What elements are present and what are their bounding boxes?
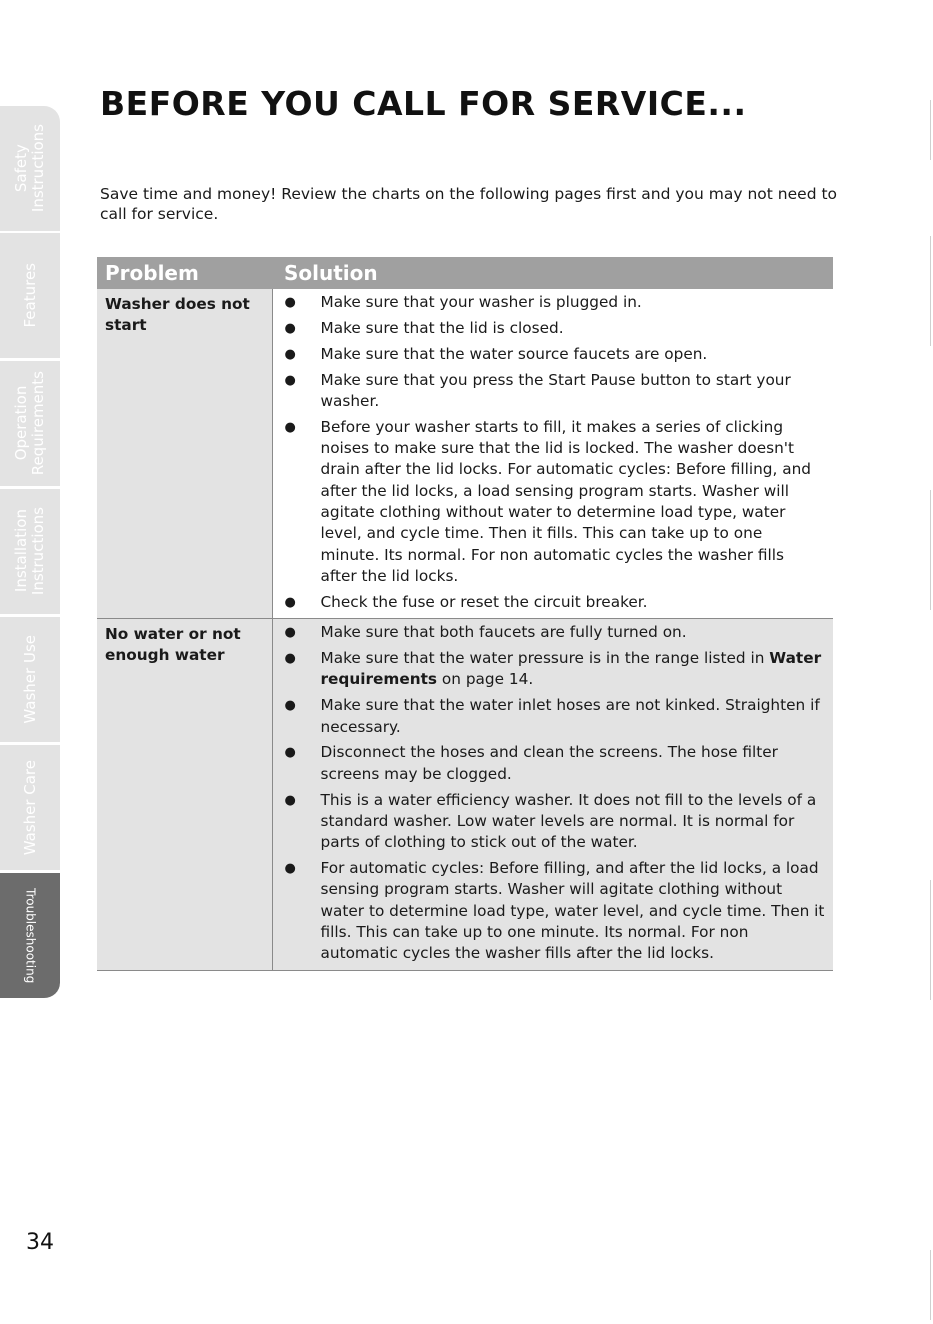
bullet-icon: ●: [284, 295, 296, 310]
bullet-icon: ●: [284, 320, 296, 336]
table-header-row: [97, 257, 833, 289]
tab-washer-care[interactable]: [0, 745, 60, 871]
tab-label: Operation Requirements: [12, 371, 47, 476]
solution-text: Before your washer starts to fill, it makes a series of clicking noises to make sure that the lid is locked. The washer doesn't drain after the lid locks. For automatic cycles: Before filling, and after the lid locks, a load sensing program starts. Washer will agitate clothing without water to determine load type, water level, and cycle time. Then it fills. This can take up to one minute. Its normal. For non automatic cycles the washer fills after the lid locks.: [320, 417, 812, 585]
solution-cell: [272, 619, 833, 970]
solution-text: Disconnect the hoses and clean the screens. The hose filter screens may be clogged.: [320, 743, 778, 783]
solution-text: Make sure that the lid is closed.: [320, 318, 564, 337]
page-edge-line: [930, 880, 931, 1000]
solution-list: [273, 622, 826, 964]
solution-text: Make sure that you press the Start Pause button to start your washer.: [320, 370, 791, 410]
page-edge-line: [930, 100, 931, 160]
solution-text: Make sure that the water inlet hoses are not kinked. Straighten if necessary.: [320, 696, 820, 736]
bullet-icon: ●: [284, 372, 296, 388]
tab-label: Installation Instructions: [12, 507, 47, 596]
list-item: [273, 370, 826, 413]
tab-installation-instructions[interactable]: [0, 489, 60, 615]
bullet-icon: ●: [284, 419, 296, 435]
tab-label: Features: [20, 263, 39, 328]
list-item: [273, 648, 826, 691]
bullet-icon: ●: [284, 651, 296, 667]
page-title: BEFORE YOU CALL FOR SERVICE...: [100, 84, 747, 123]
bullet-icon: ●: [284, 346, 296, 362]
bullet-icon: ●: [284, 745, 296, 761]
tab-troubleshooting[interactable]: [0, 873, 60, 999]
solution-text: Make sure that the water pressure is in the range listed in: [320, 649, 770, 668]
tab-operation-requirements[interactable]: [0, 361, 60, 487]
bullet-icon: ●: [284, 594, 296, 610]
list-item: [273, 417, 826, 587]
page-edge-line: [930, 1250, 931, 1320]
bullet-icon: ●: [284, 698, 296, 714]
problem-cell: Washer does not start: [97, 289, 272, 619]
bullet-icon: ●: [284, 792, 296, 808]
problem-cell: No water or not enough water: [97, 619, 272, 970]
tab-features[interactable]: [0, 233, 60, 359]
tab-label: Safety Instructions: [12, 124, 47, 213]
list-item: [273, 318, 826, 339]
table-row: [97, 619, 833, 970]
troubleshooting-table: [97, 257, 833, 971]
solution-text: Make sure that the water source faucets are open.: [320, 344, 708, 363]
bullet-icon: ●: [284, 625, 296, 641]
list-item: [273, 344, 826, 365]
tab-label: Washer Use: [20, 635, 39, 724]
header-problem: Problem: [97, 257, 272, 289]
list-item: [273, 858, 826, 964]
side-navigation-tabs: [0, 106, 60, 1001]
tab-washer-use[interactable]: [0, 617, 60, 743]
solution-text: Make sure that your washer is plugged in.: [320, 293, 642, 311]
tab-safety-instructions[interactable]: [0, 106, 60, 232]
solution-list: [273, 292, 826, 613]
intro-text: Save time and money! Review the charts on the following pages first and you may not need to call for service.: [100, 185, 838, 223]
list-item: [273, 742, 826, 785]
solution-text: For automatic cycles: Before filling, and after the lid locks, a load sensing program starts. Washer will agitate clothing without water to determine load type, water level, and cycle time. Then it fills. This can take up to one minute. Its normal. For non automatic cycles the washer fills after the lid locks.: [320, 859, 825, 963]
list-item: [273, 790, 826, 854]
table-row: [97, 289, 833, 619]
list-item: [273, 592, 826, 613]
solution-text-suffix: on page 14.: [437, 670, 534, 689]
header-solution: Solution: [272, 257, 833, 289]
tab-label: Troubleshooting: [23, 887, 38, 984]
bullet-icon: ●: [284, 861, 296, 877]
solution-cell: [272, 289, 833, 619]
list-item: [273, 695, 826, 738]
list-item: [273, 292, 826, 313]
water-requirements-reference: Water requirements: [320, 649, 822, 689]
solution-text: This is a water efficiency washer. It does not fill to the levels of a standard washer. Low water levels are normal. It is normal for parts of clothing to stick out of the water.: [320, 790, 817, 852]
solution-text: Make sure that both faucets are fully turned on.: [320, 623, 687, 642]
page-edge-line: [930, 236, 931, 346]
tab-label: Washer Care: [20, 759, 39, 856]
list-item: [273, 622, 826, 643]
solution-text: Check the fuse or reset the circuit breaker.: [320, 592, 648, 611]
page-number: 34: [26, 1230, 54, 1255]
page-edge-line: [930, 490, 931, 610]
